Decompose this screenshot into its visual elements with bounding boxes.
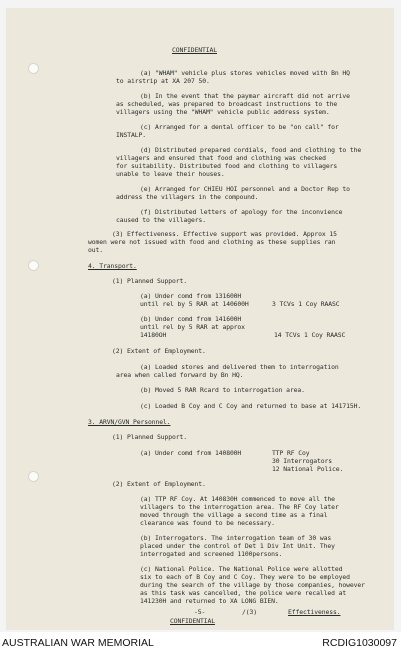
classification-footer: CONFIDENTIAL [170, 617, 215, 625]
body-line: caused to the villagers. [116, 216, 206, 224]
body-line: 12 National Police. [272, 465, 344, 473]
body-line: (f) Distributed letters of apology for the inconvience [140, 208, 343, 216]
body-line: unable to leave their houses. [116, 170, 225, 178]
body-line: placed under the control of Det 1 Div Int Unit. They [140, 542, 335, 550]
body-line: until rel by 5 RAR at 140600H [140, 300, 249, 308]
punch-hole-bottom [28, 471, 39, 482]
body-line: clearance was found to be necessary. [140, 519, 275, 527]
body-line: (b) Under comd from 141600H [140, 315, 242, 323]
body-line: address the villagers in the compound. [116, 193, 259, 201]
body-line: (a) TTP RF Coy. At 140830H commenced to move all the [140, 495, 335, 503]
document-page [6, 8, 394, 630]
institution-label: AUSTRALIAN WAR MEMORIAL [2, 637, 154, 649]
body-line: (c) Loaded B Coy and C Coy and returned to base at 141715H. [140, 402, 362, 410]
body-line: 14180OH [140, 331, 167, 339]
archive-attribution-bar [0, 632, 401, 654]
body-line: (c) National Police. The National Police were allotted [140, 565, 343, 573]
body-line: (a) "WHAM" vehicle plus stores vehicles moved with Bn HQ [140, 69, 350, 77]
body-line: 141230H and returned to XA LONG BIEN. [140, 597, 279, 605]
body-line: as this task was cancelled, the police were recalled at [140, 589, 347, 597]
body-line: area when called forward by Bn HQ. [116, 371, 244, 379]
body-line: villagers using the "WHAM" vehicle public address system. [116, 108, 330, 116]
body-line: INSTALP. [116, 131, 146, 139]
body-line: as scheduled, was prepared to broadcast instructions to the [116, 100, 338, 108]
body-line: 30 Interrogators [272, 457, 332, 465]
body-line: (2) Extent of Employment. [112, 480, 206, 488]
body-line: (2) Extent of Employment. [112, 347, 206, 355]
punch-hole-middle [28, 260, 39, 271]
body-line: to airstrip at XA 207 50. [116, 77, 210, 85]
body-line: (e) Arranged for CHIEU HOI personnel and a Doctor Rep to [140, 185, 350, 193]
body-line: (b) Interrogators. The interrogation team of 30 was [140, 534, 332, 542]
body-line: until rel by 5 RAR at approx [140, 323, 245, 331]
body-line: (a) Loaded stores and delivered them to interrogation [140, 363, 339, 371]
body-line: (d) Distributed prepared cordials, food and clothing to the [140, 146, 362, 154]
body-line: interrogated and screened 1100persons. [140, 550, 283, 558]
body-line: for suitability. Distributed food and clothing to villagers [116, 162, 338, 170]
body-line: moved through the village a second time as a final [140, 511, 328, 519]
section-heading-arvn-gvn: 3. ARVN/GVN Personnel. [88, 418, 171, 426]
body-line: (b) In the event that the paymar aircraft did not arrive [140, 92, 350, 100]
body-line: TTP RF Coy [272, 449, 310, 457]
page-number: -5- [194, 608, 206, 616]
body-line: during the search of the village by those companies, however [140, 581, 365, 589]
classification-header: CONFIDENTIAL [172, 46, 217, 54]
body-line: six to each of B Coy and C Coy. They were to be employed [140, 573, 350, 581]
body-line: 14 TCVs 1 Coy RAASC [274, 331, 346, 339]
continuation-word: Effectiveness. [288, 608, 341, 616]
continuation-ref: /(3) [242, 608, 257, 616]
body-line: villagers and ensured that food and clothing was checked [116, 154, 326, 162]
section-heading-transport: 4. Transport. [88, 262, 137, 270]
body-line: women were not issued with food and clothing as these supplies ran [88, 238, 336, 246]
body-line: (1) Planned Support. [112, 277, 187, 285]
body-line: (1) Planned Support. [112, 433, 187, 441]
punch-hole-top [28, 63, 39, 74]
body-line: 3 TCVs 1 Coy RAASC [272, 300, 340, 308]
body-line: (a) Under comd from 131600H [140, 292, 242, 300]
body-line: (c) Arranged for a dental officer to be "on call" for [140, 123, 339, 131]
body-line: (b) Moved 5 RAR Rcard to interrogation area. [140, 386, 305, 394]
body-line: (3) Effectiveness. Effective support was provided. Approx 15 [112, 230, 337, 238]
record-id: RCDIG1030097 [322, 637, 397, 649]
body-line: villagers to the interrogation area. The RF Coy later [140, 503, 339, 511]
body-line: (a) Under comd from 140800H [140, 449, 242, 457]
body-line: out. [88, 246, 103, 254]
